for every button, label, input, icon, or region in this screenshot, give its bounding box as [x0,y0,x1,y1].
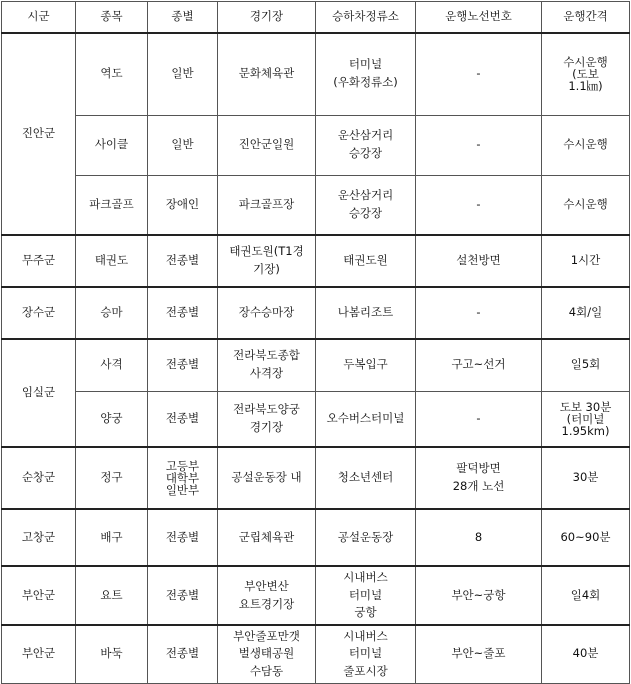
route-cell: 부안~궁항 [416,566,542,625]
route-cell: - [416,391,542,447]
interval-cell: 수시운행 (도보 1.1㎞) [542,33,630,115]
table-row [2,447,630,509]
table-row [2,33,630,115]
table-row [2,235,630,287]
county-cell: 고창군 [2,509,76,566]
route-cell: 팔덕방면 28개 노선 [416,447,542,509]
table-row [2,287,630,339]
county-cell: 무주군 [2,235,76,287]
route-cell: 부안~줄포 [416,625,542,683]
venue-cell: 장수승마장 [218,287,316,339]
header-county: 시군 [2,2,76,34]
header-stop: 승하차정류소 [316,2,416,34]
venue-cell: 군립체육관 [218,509,316,566]
category-cell: 전종별 [148,566,218,625]
venue-cell: 문화체육관 [218,33,316,115]
category-cell: 일반 [148,115,218,175]
table-row [2,391,630,447]
venue-cell: 파크골프장 [218,175,316,235]
route-cell: 구고~선거 [416,339,542,391]
event-cell: 태권도 [76,235,148,287]
interval-cell: 수시운행 [542,175,630,235]
table-row [2,509,630,566]
event-cell: 역도 [76,33,148,115]
table-row [2,115,630,175]
county-cell: 부안군 [2,566,76,625]
stop-cell: 시내버스 터미널 줄포시장 [316,625,416,683]
venue-cell: 공설운동장 내 [218,447,316,509]
header-route: 운행노선번호 [416,2,542,34]
category-cell: 전종별 [148,339,218,391]
interval-cell: 40분 [542,625,630,683]
venue-cell: 진안군일원 [218,115,316,175]
table-row [2,566,630,625]
interval-cell: 일5회 [542,339,630,391]
route-cell: 8 [416,509,542,566]
stop-cell: 두복입구 [316,339,416,391]
category-cell: 일반 [148,33,218,115]
event-cell: 바둑 [76,625,148,683]
event-cell: 사이클 [76,115,148,175]
stop-cell: 나봄리조트 [316,287,416,339]
stop-cell: 청소년센터 [316,447,416,509]
route-cell: - [416,33,542,115]
event-cell: 요트 [76,566,148,625]
event-cell: 사격 [76,339,148,391]
stop-cell: 운산삼거리 승강장 [316,115,416,175]
table-row [2,625,630,683]
event-cell: 정구 [76,447,148,509]
header-event: 종목 [76,2,148,34]
category-cell: 전종별 [148,625,218,683]
interval-cell: 30분 [542,447,630,509]
route-cell: - [416,287,542,339]
header-category: 종별 [148,2,218,34]
interval-cell: 60~90분 [542,509,630,566]
venue-cell: 태권도원(T1경 기장) [218,235,316,287]
venue-cell: 전라북도종합 사격장 [218,339,316,391]
interval-cell: 1시간 [542,235,630,287]
category-cell: 고등부 대학부 일반부 [148,447,218,509]
interval-cell: 도보 30분 (터미널 1.95km) [542,391,630,447]
venue-cell: 부안변산 요트경기장 [218,566,316,625]
event-cell: 배구 [76,509,148,566]
venue-cell: 부안줄포만갯 벌생태공원 수담동 [218,625,316,683]
transport-schedule-table [1,1,630,684]
table-body [2,33,630,683]
interval-cell: 수시운행 [542,115,630,175]
county-cell: 진안군 [2,33,76,235]
table-row [2,175,630,235]
table-row [2,339,630,391]
stop-cell: 터미널 (우화정류소) [316,33,416,115]
stop-cell: 오수버스터미널 [316,391,416,447]
venue-cell: 전라북도양궁 경기장 [218,391,316,447]
event-cell: 파크골프 [76,175,148,235]
category-cell: 전종별 [148,235,218,287]
header-venue: 경기장 [218,2,316,34]
county-cell: 장수군 [2,287,76,339]
stop-cell: 시내버스 터미널 궁항 [316,566,416,625]
category-cell: 전종별 [148,391,218,447]
county-cell: 부안군 [2,625,76,683]
event-cell: 승마 [76,287,148,339]
county-cell: 순창군 [2,447,76,509]
stop-cell: 공설운동장 [316,509,416,566]
header-interval: 운행간격 [542,2,630,34]
stop-cell: 운산삼거리 승강장 [316,175,416,235]
route-cell: 설천방면 [416,235,542,287]
category-cell: 전종별 [148,509,218,566]
event-cell: 양궁 [76,391,148,447]
interval-cell: 4회/일 [542,287,630,339]
category-cell: 전종별 [148,287,218,339]
route-cell: - [416,115,542,175]
stop-cell: 태권도원 [316,235,416,287]
county-cell: 임실군 [2,339,76,447]
interval-cell: 일4회 [542,566,630,625]
category-cell: 장애인 [148,175,218,235]
route-cell: - [416,175,542,235]
header-row [2,2,630,34]
